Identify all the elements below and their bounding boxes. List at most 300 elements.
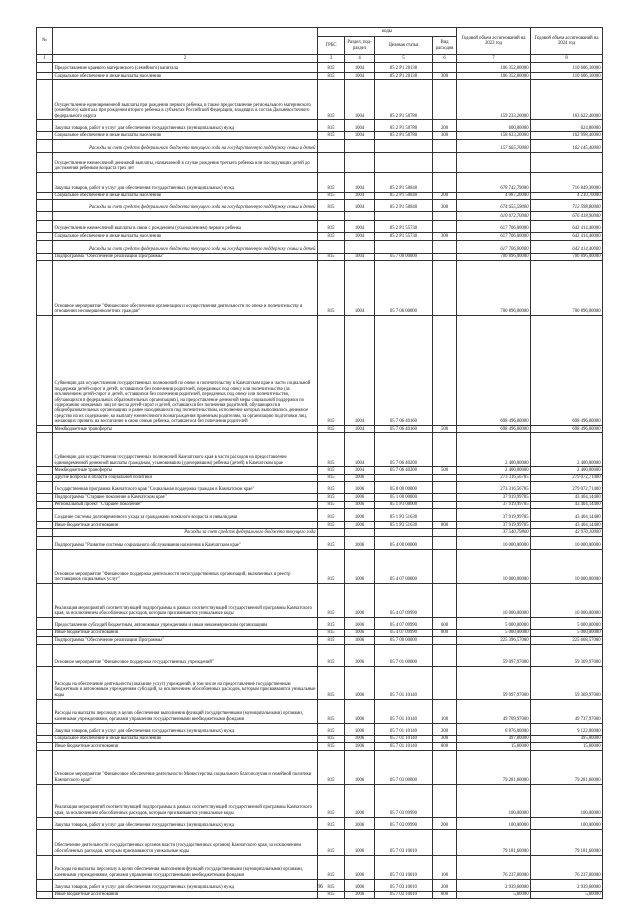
table-row bbox=[37, 501, 603, 508]
row-razdel: 1006 bbox=[345, 617, 375, 629]
row-number bbox=[37, 829, 53, 855]
row-amount-2024: 225 668,57000 bbox=[531, 637, 603, 644]
table-body bbox=[37, 63, 603, 899]
row-target-article: 05 2 P1 50780 bbox=[375, 120, 433, 132]
table-row bbox=[37, 529, 603, 536]
row-number bbox=[37, 494, 53, 501]
table-row bbox=[37, 509, 603, 522]
row-amount-2024 bbox=[531, 152, 603, 172]
row-expense-type bbox=[433, 221, 457, 233]
row-amount-2023: 8 876,00000 bbox=[457, 723, 531, 735]
row-razdel: 1004 bbox=[345, 233, 375, 240]
row-target-article: 05 7 00 00000 bbox=[375, 253, 433, 260]
column-index: 4 bbox=[345, 55, 375, 63]
row-amount-2023: 678 742,79000 bbox=[457, 172, 531, 192]
row-razdel: 1004 bbox=[345, 261, 375, 316]
table-row bbox=[37, 482, 603, 494]
column-index-row bbox=[37, 55, 603, 63]
row-number bbox=[37, 172, 53, 192]
row-expense-type bbox=[433, 750, 457, 784]
row-amount-2023: 600,00000 bbox=[457, 120, 531, 132]
row-target-article: 05 7 01 10140 bbox=[375, 723, 433, 735]
row-amount-2024: 700 896,00000 bbox=[531, 261, 603, 316]
header-name bbox=[53, 28, 318, 55]
row-number bbox=[37, 63, 53, 73]
row-grbs: 815 bbox=[318, 474, 345, 481]
row-grbs: 815 bbox=[318, 316, 345, 426]
table-row bbox=[37, 212, 603, 221]
row-name: Подпрограмма "Обеспечение реализации Программы" bbox=[53, 637, 318, 644]
row-amount-2024: 100,00000 bbox=[531, 817, 603, 829]
row-amount-2024: 5 000,00000 bbox=[531, 629, 603, 636]
row-name: Основное мероприятие "Финансовое обеспечение организации и осуществления деятельности по опеке и попечительству в отношении несовершеннолетних граждан" bbox=[53, 261, 318, 316]
row-number bbox=[37, 139, 53, 152]
row-amount-2023: 49 709,97000 bbox=[457, 699, 531, 723]
row-target-article: 05 2 P1 50780 bbox=[375, 132, 433, 139]
row-amount-2023: 59 097,97000 bbox=[457, 644, 531, 666]
row-name: Обеспечение деятельности государственных органов власти (государственных органов) Камчатского края, за исключением обособленных расходов, которым присваиваются уникальные коды bbox=[53, 829, 318, 855]
row-target-article: 05 7 06 40160 bbox=[375, 316, 433, 426]
row-amount-2024: 59 369,97000 bbox=[531, 644, 603, 666]
row-amount-2023: 497,00000 bbox=[457, 735, 531, 742]
row-name: Основное мероприятие "Финансовое поддержка государственных учреждений" bbox=[53, 644, 318, 666]
row-grbs bbox=[318, 212, 345, 221]
row-razdel: 1006 bbox=[345, 549, 375, 583]
row-number bbox=[37, 817, 53, 829]
row-amount-2023: 37 919,99785 bbox=[457, 494, 531, 501]
row-target-article: 05 4 07 09990 bbox=[375, 583, 433, 617]
row-number bbox=[37, 891, 53, 898]
row-name: Основное мероприятие "Финансовое обеспечение деятельности Министерства социального благополучия и семейной политики Камчатского края" bbox=[53, 750, 318, 784]
row-amount-2023: 4 087,20000 bbox=[457, 192, 531, 199]
table-row bbox=[37, 120, 603, 132]
table-row bbox=[37, 474, 603, 481]
row-amount-2023: 617 706,00000 bbox=[457, 233, 531, 240]
header-codes: коды bbox=[318, 28, 457, 37]
row-target-article: 05 7 03 09990 bbox=[375, 784, 433, 817]
header-number: № bbox=[37, 28, 53, 55]
row-expense-type: 500 bbox=[433, 426, 457, 433]
row-target-article: 05 0 00 00000 bbox=[375, 482, 433, 494]
row-amount-2023: 617 706,00000 bbox=[457, 240, 531, 253]
row-number bbox=[37, 699, 53, 723]
row-name: Иные бюджетные ассигнования bbox=[53, 891, 318, 898]
row-grbs: 815 bbox=[318, 666, 345, 699]
row-grbs: 815 bbox=[318, 172, 345, 192]
row-amount-2023: 698 496,00000 bbox=[457, 426, 531, 433]
row-amount-2023: 700 896,00000 bbox=[457, 261, 531, 316]
row-expense-type bbox=[433, 253, 457, 260]
row-name: Закупка товаров, работ и услуг для обеспечения государственных (муниципальных) нужд bbox=[53, 723, 318, 735]
row-razdel: 1004 bbox=[345, 73, 375, 80]
row-grbs: 815 bbox=[318, 879, 345, 891]
row-target-article: 05 2 P1 55730 bbox=[375, 233, 433, 240]
row-expense-type bbox=[433, 80, 457, 120]
row-name: Расходы на обеспечение деятельности (оказание услуг) учреждений, в том числе на предоставление государственным бюджетным и автономным учреждениям субсидий, за исключением обособленных расходов, которым присваиваются уникальные коды bbox=[53, 666, 318, 699]
row-amount-2023: 106 352,00000 bbox=[457, 73, 531, 80]
row-amount-2024: 495,00000 bbox=[531, 735, 603, 742]
row-grbs: 815 bbox=[318, 699, 345, 723]
row-amount-2024: 2 400,00000 bbox=[531, 433, 603, 467]
row-expense-type bbox=[433, 549, 457, 583]
row-grbs: 815 bbox=[318, 80, 345, 120]
row-razdel: 1004 bbox=[345, 467, 375, 474]
row-amount-2024: 43 404,14400 bbox=[531, 501, 603, 508]
row-razdel: 1006 bbox=[345, 494, 375, 501]
row-amount-2024: 79 281,60000 bbox=[531, 750, 603, 784]
column-index: 7 bbox=[457, 55, 531, 63]
row-razdel: 1004 bbox=[345, 120, 375, 132]
row-amount-2023: 5,00000 bbox=[457, 891, 531, 898]
row-amount-2023: 100,00000 bbox=[457, 784, 531, 817]
row-expense-type bbox=[433, 139, 457, 152]
row-grbs: 815 bbox=[318, 522, 345, 529]
row-number bbox=[37, 221, 53, 233]
row-amount-2024: 4 210,70000 bbox=[531, 192, 603, 199]
row-razdel: 1006 bbox=[345, 509, 375, 522]
row-number bbox=[37, 644, 53, 666]
row-name: Расходы за счет средств федерального бюджета текущего года на государственную поддержку семьи и детей bbox=[53, 240, 318, 253]
row-name: Расходы за счет средств федерального бюджета текущего года на государственную поддержку семьи и детей bbox=[53, 139, 318, 152]
table-row bbox=[37, 426, 603, 433]
row-razdel bbox=[345, 529, 375, 536]
row-name: Предоставление субсидий бюджетным, автономным учреждениям и иным некоммерческим организациям bbox=[53, 617, 318, 629]
row-number bbox=[37, 253, 53, 260]
row-expense-type: 800 bbox=[433, 743, 457, 750]
row-expense-type: 600 bbox=[433, 617, 457, 629]
table-row bbox=[37, 221, 603, 233]
table-row bbox=[37, 637, 603, 644]
row-name: Расходы на выплаты персоналу в целях обеспечения выполнения функций государственными (муниципальными) органами, казенными учреждениями, органами управления государственными внебюджетными фондами bbox=[53, 855, 318, 879]
row-number bbox=[37, 509, 53, 522]
row-name: Иные бюджетные ассигнования bbox=[53, 522, 318, 529]
column-index: 2 bbox=[53, 55, 318, 63]
row-razdel: 1004 bbox=[345, 253, 375, 260]
row-amount-2023: 225 396,57000 bbox=[457, 637, 531, 644]
table-row bbox=[37, 522, 603, 529]
row-name: Государственная программа Камчатского края "Социальная поддержка граждан в Камчатском крае" bbox=[53, 482, 318, 494]
row-amount-2023: 5 000,00000 bbox=[457, 617, 531, 629]
row-razdel: 1006 bbox=[345, 474, 375, 481]
row-amount-2023: 100,00000 bbox=[457, 817, 531, 829]
row-grbs: 815 bbox=[318, 200, 345, 212]
row-grbs: 815 bbox=[318, 426, 345, 433]
row-expense-type: 800 bbox=[433, 522, 457, 529]
table-row bbox=[37, 433, 603, 467]
row-number bbox=[37, 152, 53, 172]
row-amount-2023: 37 919,99785 bbox=[457, 522, 531, 529]
table-row bbox=[37, 261, 603, 316]
row-target-article: 05 7 01 10140 bbox=[375, 743, 433, 750]
row-number bbox=[37, 855, 53, 879]
row-amount-2024: 279 072,71400 bbox=[531, 482, 603, 494]
row-amount-2024: 43 404,14400 bbox=[531, 494, 603, 501]
row-expense-type: 800 bbox=[433, 891, 457, 898]
row-amount-2024: 15,00000 bbox=[531, 743, 603, 750]
table-row bbox=[37, 316, 603, 426]
table-row bbox=[37, 172, 603, 192]
row-target-article: 05 7 03 00000 bbox=[375, 750, 433, 784]
row-razdel bbox=[345, 152, 375, 172]
row-amount-2024: 59 369,97000 bbox=[531, 666, 603, 699]
row-razdel: 1006 bbox=[345, 829, 375, 855]
row-expense-type: 300 bbox=[433, 73, 457, 80]
row-target-article: 05 2 P1 55730 bbox=[375, 221, 433, 233]
row-grbs: 815 bbox=[318, 637, 345, 644]
row-razdel: 1006 bbox=[345, 855, 375, 879]
row-expense-type bbox=[433, 482, 457, 494]
row-amount-2024: 676 418,90000 bbox=[531, 212, 603, 221]
table-row bbox=[37, 233, 603, 240]
row-amount-2024: 162 998,40000 bbox=[531, 132, 603, 139]
row-target-article: 05 7 03 10010 bbox=[375, 829, 433, 855]
row-amount-2023: 617 706,00000 bbox=[457, 221, 531, 233]
row-amount-2024: 162 145,40000 bbox=[531, 139, 603, 152]
row-name: Социальное обеспечение и иные выплаты населению bbox=[53, 73, 318, 80]
row-amount-2024: 2 400,00000 bbox=[531, 467, 603, 474]
table-row bbox=[37, 583, 603, 617]
row-name: Социальное обеспечение и иные выплаты населению bbox=[53, 233, 318, 240]
row-expense-type bbox=[433, 536, 457, 549]
row-expense-type: 200 bbox=[433, 879, 457, 891]
row-razdel: 1004 bbox=[345, 172, 375, 192]
row-razdel: 1006 bbox=[345, 735, 375, 742]
row-grbs bbox=[318, 139, 345, 152]
row-razdel: 1006 bbox=[345, 699, 375, 723]
table-row bbox=[37, 743, 603, 750]
row-grbs: 815 bbox=[318, 501, 345, 508]
row-number bbox=[37, 629, 53, 636]
row-target-article: 05 7 00 00000 bbox=[375, 637, 433, 644]
row-amount-2023: 2 400,00000 bbox=[457, 467, 531, 474]
row-target-article: 05 7 01 10140 bbox=[375, 735, 433, 742]
row-number bbox=[37, 529, 53, 536]
row-amount-2024: 43 404,14400 bbox=[531, 522, 603, 529]
row-grbs: 815 bbox=[318, 829, 345, 855]
row-target-article: 05 7 03 10010 bbox=[375, 891, 433, 898]
row-grbs: 815 bbox=[318, 494, 345, 501]
row-grbs: 815 bbox=[318, 221, 345, 233]
row-name: Подпрограмма "Старшее поколение в Камчатском крае" bbox=[53, 494, 318, 501]
row-name: Расходы на выплаты персоналу в целях обеспечения выполнения функций государственными (муниципальными) органами, казенными учреждениями, органами управления государственными внебюджетными фондами bbox=[53, 699, 318, 723]
header-razdel: Раздел, под-раздел bbox=[345, 37, 375, 55]
row-expense-type bbox=[433, 829, 457, 855]
table-row bbox=[37, 644, 603, 666]
row-target-article bbox=[375, 474, 433, 481]
row-amount-2023: 674 655,59000 bbox=[457, 200, 531, 212]
row-name: Субвенции для осуществления государственных полномочий по опеке и попечительству в Камчатском крае в части социальной поддержки детей-сирот и детей, оставшихся без попечения родителей, переданных под опеку или попечительство (за исключением детей-сирот и детей, оставшихся без попечения родителей, переданных под опеку или попечительство, обучающихся в федеральных образовательных организациях), на предоставление денежной меры социальной поддержки по содержанию опекаемых лиц из числа детей-сирот и детей, оставшихся без попечения родителей, обучающихся в общеобразовательных организациях и ранее находившихся под попечительством, исполнение которых выполнялось денежное средство на их содержание, ко выплату ежемесячного вознаграждения приемным родителям, за организацию подготовки лиц, желающих принять на воспитание в свою семью ребенка, оставшегося без попечения родителей bbox=[53, 316, 318, 426]
row-name: Социальное обеспечение и иные выплаты населению bbox=[53, 132, 318, 139]
row-number bbox=[37, 233, 53, 240]
row-number bbox=[37, 474, 53, 481]
row-amount-2023: 273 316,56785 bbox=[457, 474, 531, 481]
row-number bbox=[37, 73, 53, 80]
table-row bbox=[37, 192, 603, 199]
row-amount-2024: 163 622,40000 bbox=[531, 80, 603, 120]
table-row bbox=[37, 891, 603, 898]
row-razdel: 1004 bbox=[345, 200, 375, 212]
row-target-article: 05 2 P1 50840 bbox=[375, 172, 433, 192]
row-expense-type bbox=[433, 583, 457, 617]
row-amount-2023: 79 281,60000 bbox=[457, 750, 531, 784]
row-name: Иные бюджетные ассигнования bbox=[53, 743, 318, 750]
table-row bbox=[37, 467, 603, 474]
row-number bbox=[37, 637, 53, 644]
row-number bbox=[37, 80, 53, 120]
row-amount-2024: 642 414,40000 bbox=[531, 233, 603, 240]
row-grbs: 815 bbox=[318, 723, 345, 735]
row-expense-type bbox=[433, 644, 457, 666]
row-number bbox=[37, 316, 53, 426]
column-index: 6 bbox=[433, 55, 457, 63]
table-row bbox=[37, 666, 603, 699]
header-year-2023: Годовой объем ассигнований на 2023 год bbox=[457, 28, 531, 55]
row-expense-type: 200 bbox=[433, 817, 457, 829]
row-target-article: 05 7 06 40160 bbox=[375, 426, 433, 433]
row-target-article: 05 2 P1 20130 bbox=[375, 63, 433, 73]
row-razdel: 1004 bbox=[345, 316, 375, 426]
table-row bbox=[37, 253, 603, 260]
row-target-article bbox=[375, 212, 433, 221]
row-razdel: 1006 bbox=[345, 817, 375, 829]
row-amount-2024: 5,00000 bbox=[531, 891, 603, 898]
table-row bbox=[37, 73, 603, 80]
row-amount-2023: 10 000,00000 bbox=[457, 549, 531, 583]
row-razdel: 1004 bbox=[345, 132, 375, 139]
column-index: 8 bbox=[531, 55, 603, 63]
row-number bbox=[37, 750, 53, 784]
row-name: Закупка товаров, работ и услуг для обеспечения государственных (муниципальных) нужд bbox=[53, 172, 318, 192]
table-row bbox=[37, 63, 603, 73]
row-name: Закупка товаров, работ и услуг для обеспечения государственных (муниципальных) нужд bbox=[53, 879, 318, 891]
row-expense-type bbox=[433, 433, 457, 467]
table-row bbox=[37, 617, 603, 629]
row-name: Создание системы долговременного ухода за гражданами пожилого возраста и инвалидами bbox=[53, 509, 318, 522]
row-target-article: 05 1 P3 51630 bbox=[375, 522, 433, 529]
row-grbs: 815 bbox=[318, 261, 345, 316]
row-expense-type bbox=[433, 152, 457, 172]
row-amount-2023: 37 919,99785 bbox=[457, 509, 531, 522]
row-number bbox=[37, 735, 53, 742]
row-expense-type bbox=[433, 261, 457, 316]
row-grbs: 815 bbox=[318, 891, 345, 898]
row-expense-type bbox=[433, 784, 457, 817]
row-target-article: 05 4 07 09990 bbox=[375, 617, 433, 629]
row-grbs: 815 bbox=[318, 629, 345, 636]
row-razdel: 1006 bbox=[345, 583, 375, 617]
row-amount-2023: 106 352,00000 bbox=[457, 63, 531, 73]
row-target-article: 05 2 P1 20130 bbox=[375, 73, 433, 80]
row-razdel: 1006 bbox=[345, 743, 375, 750]
budget-allocation-table bbox=[36, 27, 603, 899]
row-name: Межбюджетные трансферты bbox=[53, 467, 318, 474]
row-grbs: 815 bbox=[318, 855, 345, 879]
row-razdel: 1006 bbox=[345, 644, 375, 666]
header-target-article: Целевая статья bbox=[375, 37, 433, 55]
row-expense-type: 200 bbox=[433, 120, 457, 132]
row-expense-type: 300 bbox=[433, 233, 457, 240]
table-row bbox=[37, 817, 603, 829]
row-name: Подпрограмма "Развитие системы социального обслуживания населения в Камчатском крае" bbox=[53, 536, 318, 549]
row-razdel: 1006 bbox=[345, 891, 375, 898]
table-row bbox=[37, 723, 603, 735]
table-row bbox=[37, 699, 603, 723]
row-grbs: 815 bbox=[318, 617, 345, 629]
row-number bbox=[37, 200, 53, 212]
row-amount-2024: 279 072,71400 bbox=[531, 474, 603, 481]
table-row bbox=[37, 152, 603, 172]
row-expense-type: 100 bbox=[433, 699, 457, 723]
row-number bbox=[37, 501, 53, 508]
header-grbs: ГРБС bbox=[318, 37, 345, 55]
header-expense-type: Вид расходов bbox=[433, 37, 457, 55]
row-expense-type bbox=[433, 172, 457, 192]
row-razdel: 1004 bbox=[345, 80, 375, 120]
row-expense-type: 300 bbox=[433, 735, 457, 742]
row-target-article bbox=[375, 240, 433, 253]
row-target-article: 05 4 07 00000 bbox=[375, 549, 433, 583]
row-razdel: 1006 bbox=[345, 536, 375, 549]
row-expense-type bbox=[433, 509, 457, 522]
row-grbs: 815 bbox=[318, 817, 345, 829]
row-amount-2024: 642 414,40000 bbox=[531, 240, 603, 253]
row-amount-2023: 159 233,20000 bbox=[457, 80, 531, 120]
row-razdel: 1004 bbox=[345, 426, 375, 433]
column-index: 5 bbox=[375, 55, 433, 63]
row-razdel bbox=[345, 212, 375, 221]
column-index: 1 bbox=[37, 55, 53, 63]
table-row bbox=[37, 549, 603, 583]
row-expense-type: 300 bbox=[433, 132, 457, 139]
row-amount-2024: 698 496,00000 bbox=[531, 316, 603, 426]
row-number bbox=[37, 723, 53, 735]
row-amount-2023: 76 237,00000 bbox=[457, 855, 531, 879]
row-number bbox=[37, 426, 53, 433]
row-name: Субвенции для осуществления государственных полномочий Камчатского края в части расходов на предоставление единовременной денежной выплаты гражданам, усыновившим (удочерившим) ребенка (детей) в Камчатском крае bbox=[53, 433, 318, 467]
row-grbs bbox=[318, 240, 345, 253]
row-amount-2023: 59 097,97000 bbox=[457, 666, 531, 699]
row-amount-2023: 157 665,70000 bbox=[457, 139, 531, 152]
row-number bbox=[37, 743, 53, 750]
row-target-article: 05 7 03 10010 bbox=[375, 855, 433, 879]
row-expense-type: 100 bbox=[433, 855, 457, 879]
row-expense-type: 200 bbox=[433, 723, 457, 735]
column-index: 3 bbox=[318, 55, 345, 63]
row-name: Реализация мероприятий соответствующей подпрограммы в рамках соответствующей государственной программы Камчатского края, за исключением обособленных расходов, которым присваиваются уникальные коды bbox=[53, 784, 318, 817]
row-target-article: 05 1 P3 00000 bbox=[375, 501, 433, 508]
table-row bbox=[37, 629, 603, 636]
row-number bbox=[37, 784, 53, 817]
row-number bbox=[37, 120, 53, 132]
row-razdel bbox=[345, 240, 375, 253]
row-amount-2024: 642 414,40000 bbox=[531, 221, 603, 233]
row-number bbox=[37, 132, 53, 139]
row-expense-type bbox=[433, 494, 457, 501]
row-grbs: 815 bbox=[318, 233, 345, 240]
row-amount-2024: 700 896,00000 bbox=[531, 253, 603, 260]
table-row bbox=[37, 735, 603, 742]
row-name: Подпрограмма "Обеспечение реализации Программы" bbox=[53, 253, 318, 260]
row-razdel: 1006 bbox=[345, 637, 375, 644]
table-row bbox=[37, 240, 603, 253]
row-number bbox=[37, 467, 53, 474]
row-number bbox=[37, 240, 53, 253]
row-target-article: 05 1 P3 51630 bbox=[375, 509, 433, 522]
row-target-article: 05 7 06 40200 bbox=[375, 467, 433, 474]
row-target-article: 05 7 06 40200 bbox=[375, 433, 433, 467]
row-amount-2023: 10 000,00000 bbox=[457, 536, 531, 549]
row-number bbox=[37, 666, 53, 699]
